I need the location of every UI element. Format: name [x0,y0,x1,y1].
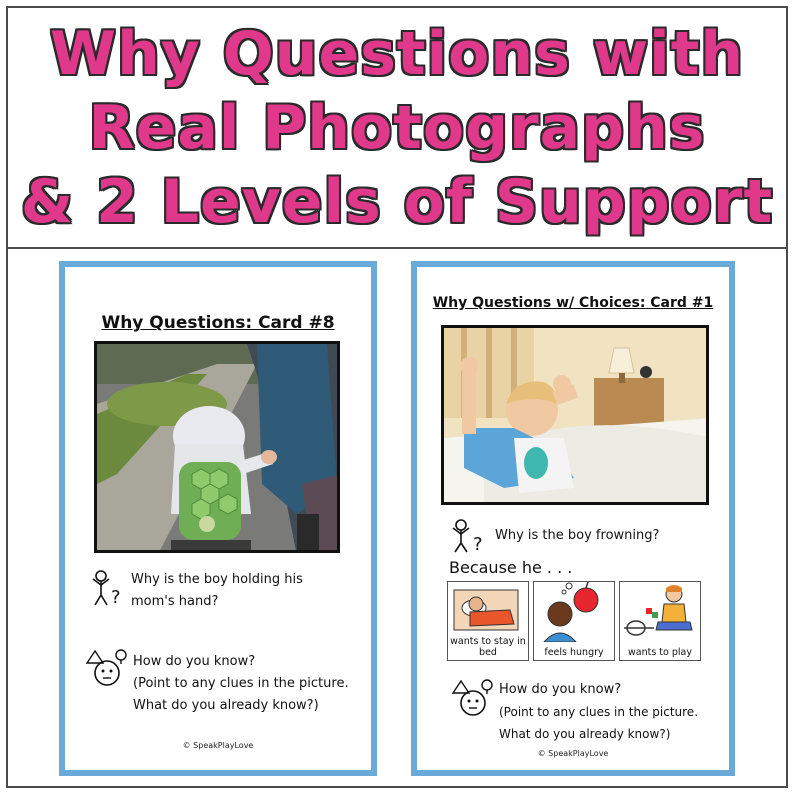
boy-playing-icon [620,582,700,642]
photo-boy-holding-hand [94,341,340,553]
title-banner [6,6,788,249]
thinking-head-icon [451,677,495,719]
choice-feels-hungry[interactable] [533,581,615,661]
question-line-2: mom's hand? [131,594,219,609]
choices-row [447,581,701,661]
svg-text:?: ? [111,587,121,608]
how-know-line-1: How do you know? [133,654,256,669]
copyright-text: © SpeakPlayLove [537,749,609,758]
how-know-row [451,677,698,745]
how-know-line-3: What do you already know?) [133,698,319,713]
how-know-line-2: (Point to any clues in the picture. [499,705,699,719]
how-know-line-1: How do you know? [499,682,622,697]
choice-label: wants to stay in bed [450,636,526,658]
question-line-1: Why is the boy holding his [131,572,303,587]
photo-illustration [97,344,340,553]
choice-stay-in-bed[interactable] [447,581,529,661]
photo-boy-frowning-in-bed [441,325,709,505]
how-know-row [85,647,349,717]
card-title: Why Questions w/ Choices: Card #1 [432,295,714,311]
hungry-boy-apple-icon [534,582,614,642]
boy-in-bed-icon [448,582,528,634]
question-text: Why is the boy frowning? [495,528,660,543]
card-why-questions-8 [59,261,377,776]
how-know-line-2: (Point to any clues in the picture. [133,676,349,691]
title-line-1: Why Questions with [49,18,745,89]
question-row [91,569,303,613]
card-title: Why Questions: Card #8 [101,313,335,333]
choice-label: wants to play [628,647,692,658]
title-line-3: & 2 Levels of Support [20,166,774,237]
choice-wants-to-play[interactable] [619,581,701,661]
choice-label: feels hungry [544,647,604,658]
why-person-icon [91,569,125,609]
svg-text:?: ? [473,534,483,555]
copyright-text: © SpeakPlayLove [182,741,254,750]
because-text: Because he . . . [449,558,573,577]
title-line-2: Real Photographs [88,92,706,163]
why-person-icon [449,519,491,555]
card-why-questions-choices-1 [411,261,735,776]
question-row [449,519,659,555]
thinking-head-icon [85,647,129,689]
photo-illustration [444,328,709,505]
how-know-line-3: What do you already know?) [499,727,671,741]
